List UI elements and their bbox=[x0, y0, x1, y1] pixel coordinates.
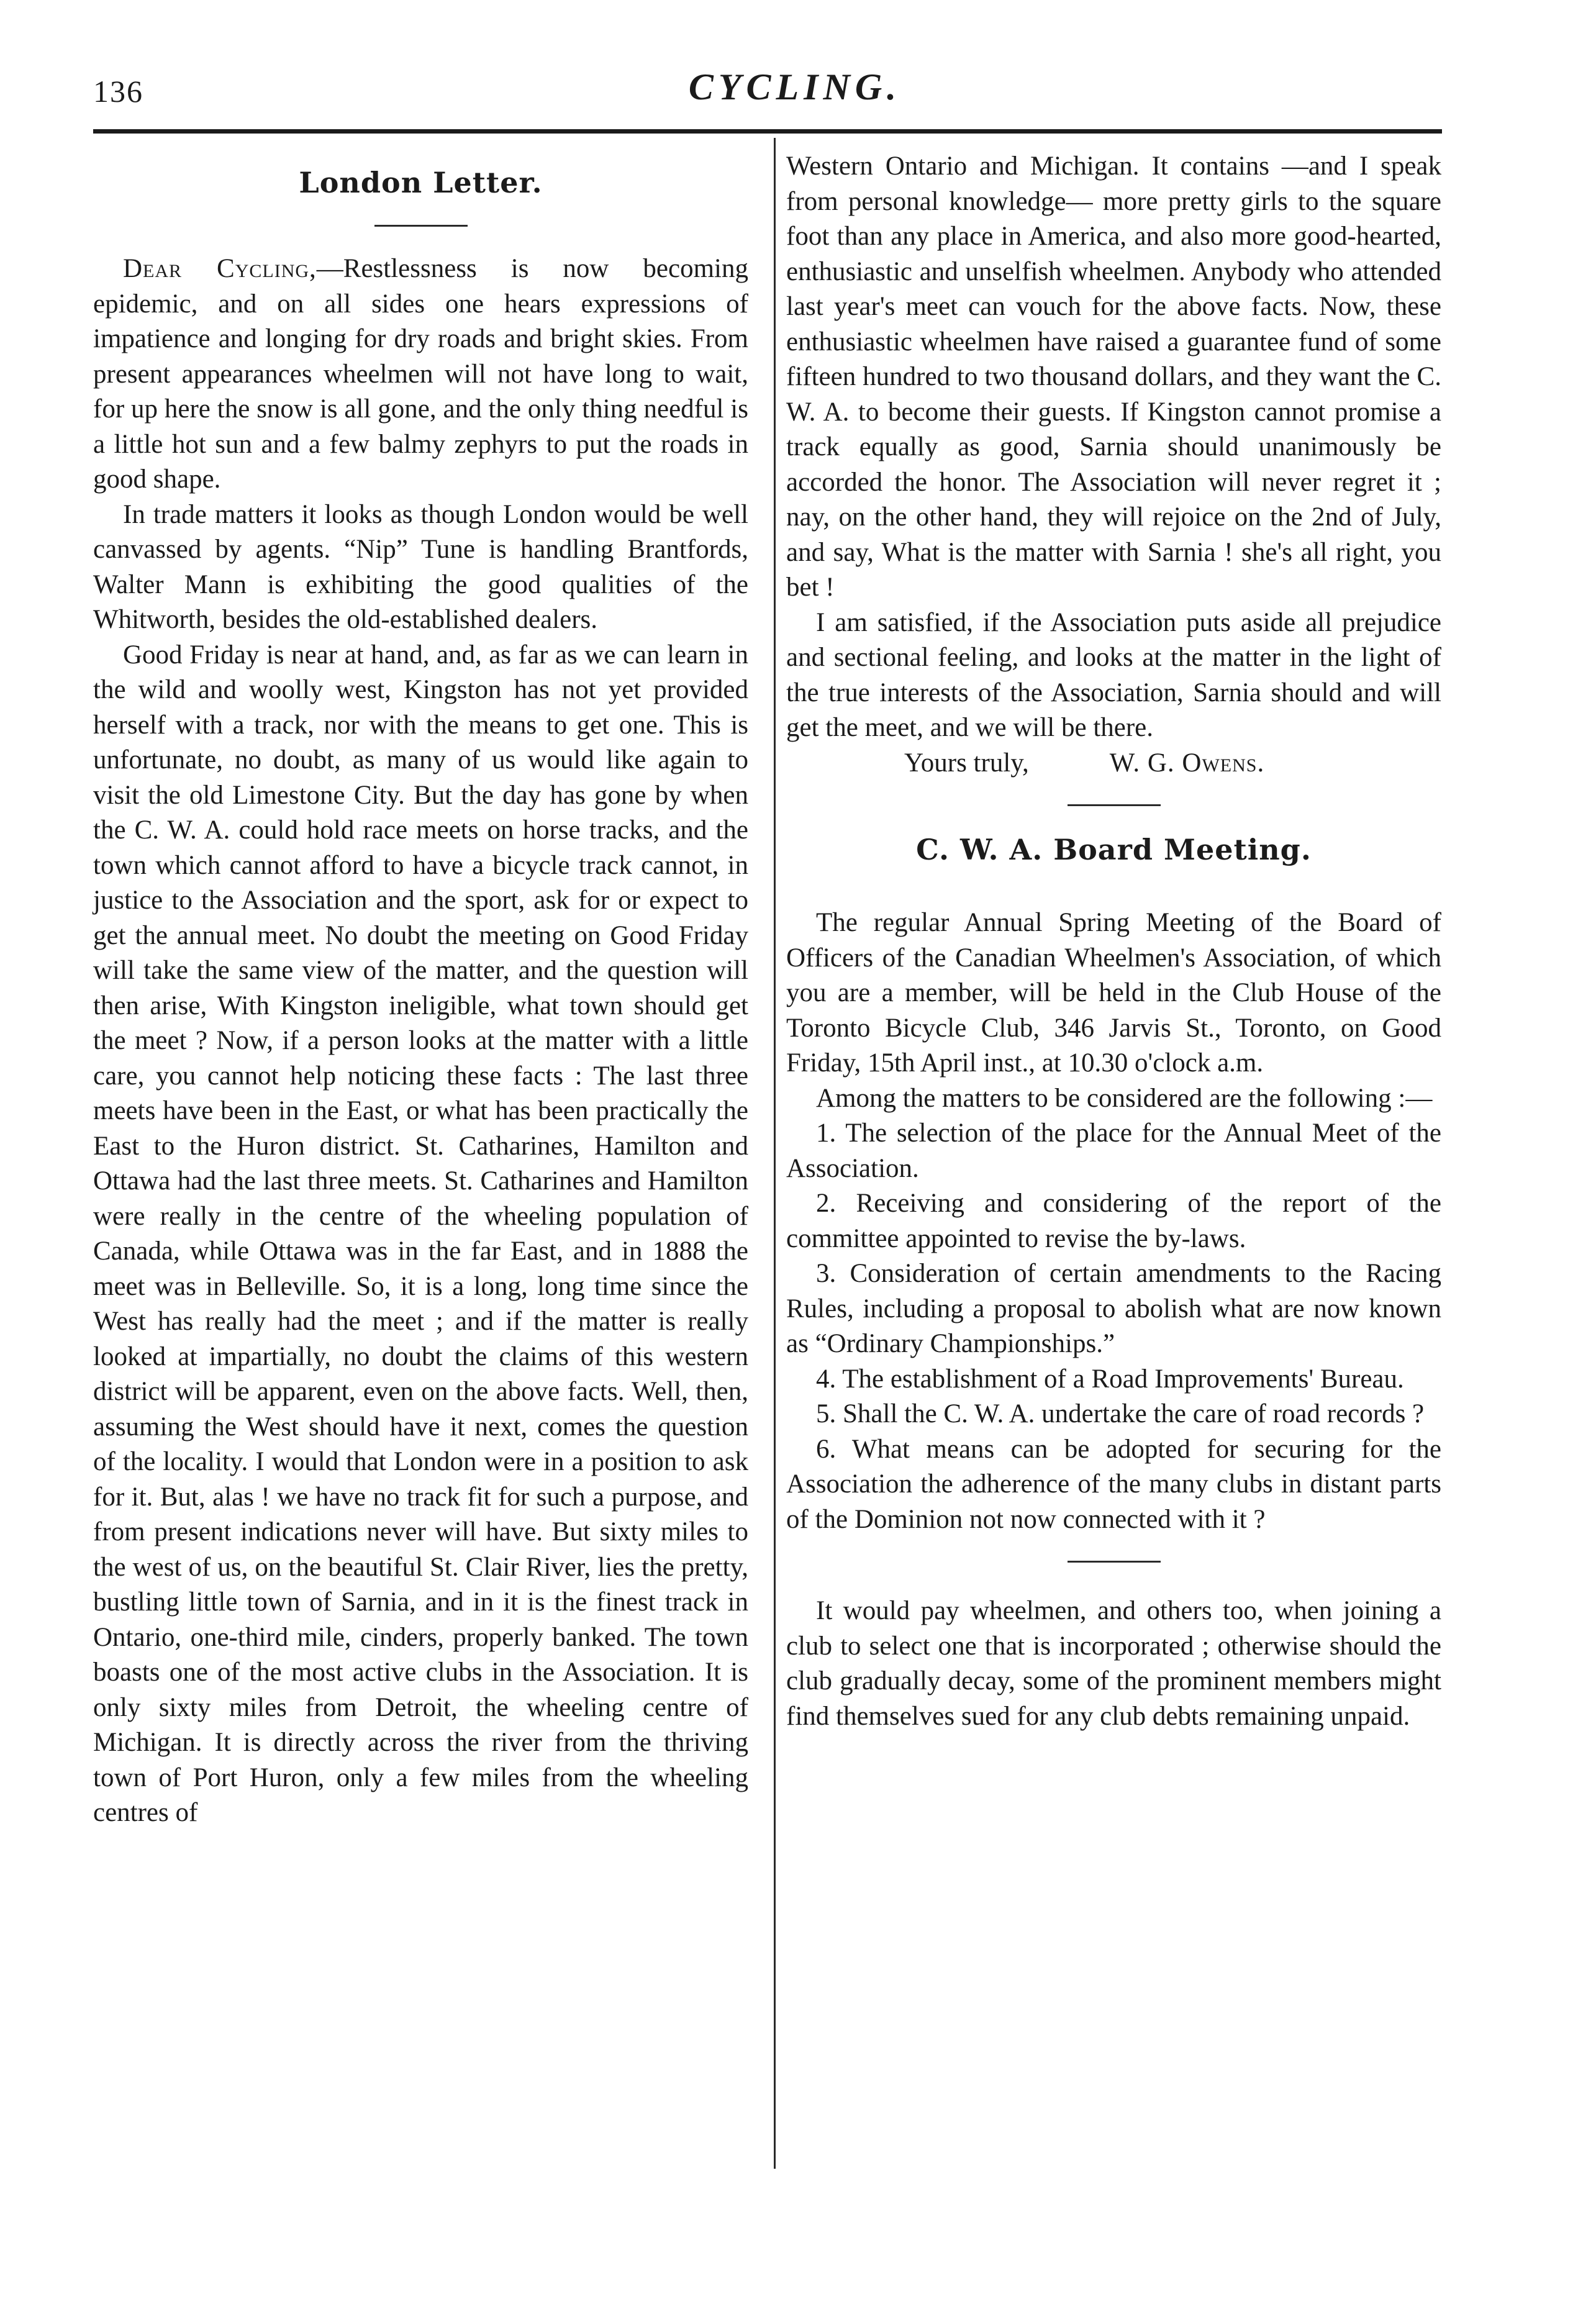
london-letter-title: London Letter. bbox=[299, 166, 543, 199]
closing: Yours truly, bbox=[904, 748, 1029, 778]
signature: W. G. Owens. bbox=[1109, 748, 1265, 778]
header-rule bbox=[93, 129, 1442, 134]
board-meeting-title: C. W. A. Board Meeting. bbox=[916, 833, 1312, 866]
letter-paragraph: Dear Cycling,—Restlessness is now becoming epidemic, and on all sides one hears expressions of impatience and longing for dry roads and bright skies. From present appearances wheelmen will not have long to wait, for up here the snow is all gone, and the only thing needful is a little hot sun and a few balmy zephyrs to put the roads in good shape. bbox=[93, 254, 748, 494]
title-rule bbox=[374, 225, 468, 227]
running-title: CYCLING. bbox=[688, 66, 902, 107]
agenda-item: 3. Consideration of certain amendments to the Racing Rules, including a proposal to abolish what are now known as “Ordinary Championships.” bbox=[786, 1259, 1441, 1358]
letter-paragraph: Good Friday is near at hand, and, as far as we can learn in the wild and woolly west, Kingston has not yet provided herself with a track, nor with the means to get one. This is unfortunate, no doubt, as many of us would like again to visit the old Limestone City. But the day has gone by when the C. W. A. could hold race meets on horse tracks, and the town which cannot afford to have a bicycle track cannot, in justice to the Association and the sport, ask for or expect to get the annual meet. No doubt the meeting on Good Friday will take the same view of the matter, and the question will then arise, With Kingston ineligible, what town should get the meet ? Now, if a person looks at the matter with a little care, you cannot help noticing these facts : The last three meets have been in the East, or what has been practically the East to the Huron district. St. Catharines, Hamilton and Ottawa had the last three meets. St. Catharines and Hamilton were really in the centre of the wheeling population of Canada, while Ottawa was in the far East, and in 1888 the meet was in Belleville. So, it is a long, long time since the West has really had the meet ; and if the matter is really looked at impartially, no doubt the claims of this western district will be apparent, even on the above facts. Well, then, assuming the West should have it next, comes the question of the locality. I would that London were in a position to ask for it. But, alas ! we have no track fit for such a purpose, and from present indications never will have. But sixty miles to the west of us, on the beautiful St. Clair River, lies the pretty, bustling little town of Sarnia, and in it is the finest track in Ontario, one-third mile, cinders, properly banked. The town boasts one of the most active clubs in the Association. It is only sixty miles from Detroit, the wheeling centre of Michigan. It is directly across the river from the thriving town of Port Huron, only a few miles from the wheeling centres of bbox=[93, 640, 748, 1827]
section-rule bbox=[1068, 1561, 1161, 1563]
agenda-item: 4. The establishment of a Road Improvements' Bureau. bbox=[816, 1364, 1404, 1394]
letter-paragraph: I am satisfied, if the Association puts aside all prejudice and sectional feeling, and looks at the matter in the light of the true interests of the Association, Sarnia should and will get the meet, and we will be there. bbox=[786, 607, 1441, 742]
agenda-item: 2. Receiving and considering of the report of the committee appointed to revise the by-laws. bbox=[786, 1189, 1441, 1253]
agenda-item: 6. What means can be adopted for securing for the Association the adherence of the many clubs in distant parts of the Dominion not now connected with it ? bbox=[786, 1434, 1441, 1534]
meeting-lead: Among the matters to be considered are the following :— bbox=[816, 1083, 1433, 1113]
incorporation-note: It would pay wheelmen, and others too, when joining a club to select one that is incorporated ; otherwise should the club gradually decay, some of the prominent members might find themselves sued for any club debts remaining unpaid. bbox=[786, 1596, 1441, 1731]
column-divider bbox=[774, 138, 776, 2169]
signature-line bbox=[786, 746, 1441, 781]
right-column bbox=[786, 149, 1441, 1734]
letter-continuation: Western Ontario and Michigan. It contains —and I speak from personal knowledge— more pretty girls to the square foot than any place in America, and also more good-hearted, enthusiastic and unselfish wheelmen. Anybody who attended last year's meet can vouch for the above facts. Now, these enthusiastic wheelmen have raised a guarantee fund of some fifteen hundred to two thousand dollars, and they want the C. W. A. to become their guests. If Kingston cannot promise a track equally as good, Sarnia should unanimously be accorded the honor. The Association will never regret it ; nay, on the other hand, they will rejoice on the 2nd of July, and say, What is the matter with Sarnia ! she's all right, you bet ! bbox=[786, 152, 1441, 602]
salutation: Dear Cycling, bbox=[123, 254, 317, 283]
agenda-item: 1. The selection of the place for the Annual Meet of the Association. bbox=[786, 1119, 1441, 1183]
page-number: 136 bbox=[93, 74, 143, 109]
section-rule bbox=[1068, 804, 1161, 806]
letter-paragraph: In trade matters it looks as though London would be well canvassed by agents. “Nip” Tune is handling Brantfords, Walter Mann is exhibiting the good qualities of the Whitworth, besides the old-established dealers. bbox=[93, 499, 748, 634]
agenda-item: 5. Shall the C. W. A. undertake the care of road records ? bbox=[816, 1399, 1425, 1428]
meeting-intro: The regular Annual Spring Meeting of the Board of Officers of the Canadian Wheelmen's Association, of which you are a member, will be held in the Club House of the Toronto Bicycle Club, 346 Jarvis St., Toronto, on Good Friday, 15th April inst., at 10.30 o'clock a.m. bbox=[786, 908, 1441, 1078]
left-column bbox=[93, 149, 748, 1831]
